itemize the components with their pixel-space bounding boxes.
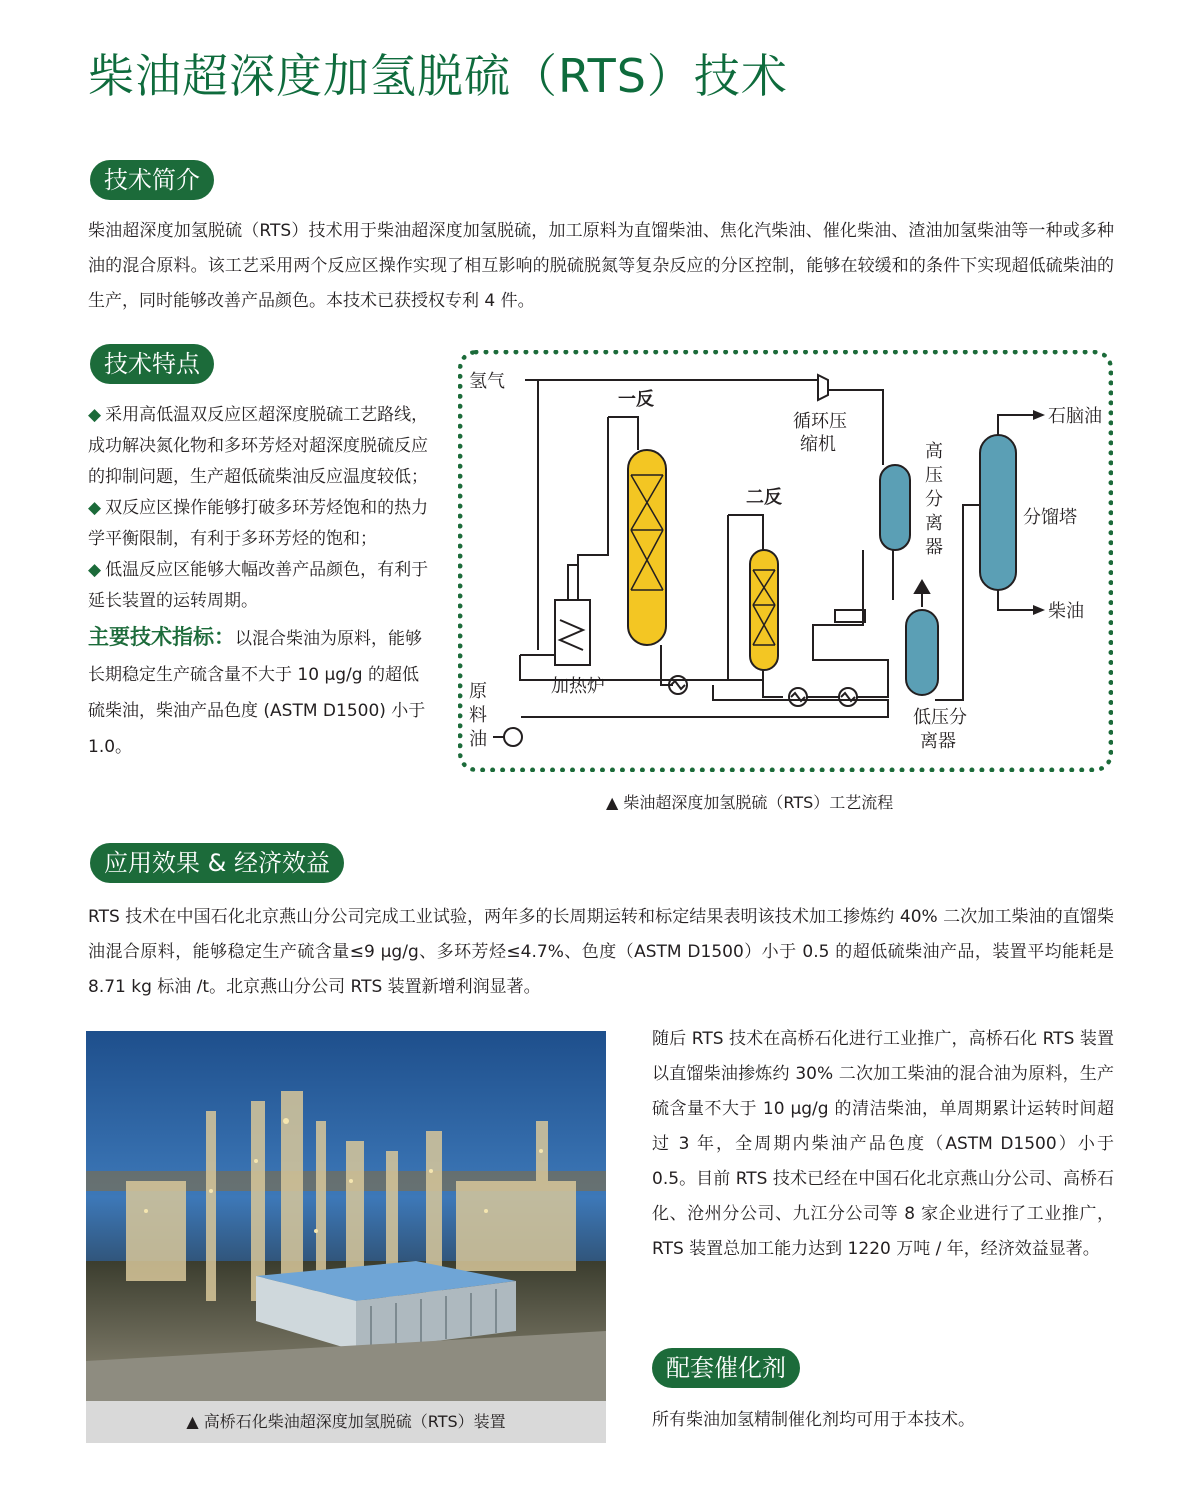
section-heading-features: 技术特点 <box>90 344 214 384</box>
application-text-2: 随后 RTS 技术在高桥石化进行工业推广，高桥石化 RTS 装置以直馏柴油掺炼约 30% 二次加工柴油的混合油为原料，生产硫含量不大于 10 μg/g 的清洁柴油，单周期累计运转时间超过 3 年，全周期内柴油产品色度（ASTM D1500）小于 0.5。目前 RTS 技术已经在中国石化北京燕山分公司、高桥石化、沧州分公司、九江分公司等 8 家企业进行了工业推广，RTS 装置总加工能力达到 1220 万吨 / 年，经济效益显著。 <box>652 1029 1114 1259</box>
air-cooler-line <box>813 550 888 697</box>
label-diesel: 柴油 <box>1048 601 1084 622</box>
lp-separator-vessel <box>906 610 938 695</box>
furnace-stack <box>568 565 578 600</box>
process-flow-svg <box>463 355 1108 767</box>
main-specs <box>88 619 433 765</box>
label-fractionator: 分馏塔 <box>1023 507 1077 528</box>
furnace-body <box>555 600 590 665</box>
label-hp-sep-2: 压 <box>925 465 943 486</box>
photo-caption: ▲ 高桥石化柴油超深度加氢脱硫（RTS）装置 <box>86 1401 606 1443</box>
feature-item: ◆ 双反应区操作能够打破多环芳烃饱和的热力学平衡限制，有利于多环芳烃的饱和； <box>88 498 429 549</box>
label-lp-sep-2: 离器 <box>920 731 956 752</box>
label-feed-3: 油 <box>469 729 487 750</box>
reactor1-top-line <box>608 417 638 450</box>
reactor2-bottom-line <box>763 670 783 697</box>
hp-separator-vessel <box>880 465 910 550</box>
label-reactor1: 一反 <box>618 389 654 410</box>
label-hp-sep-5: 器 <box>925 537 943 558</box>
section-heading-intro: 技术简介 <box>90 160 214 200</box>
label-hp-sep-3: 分 <box>925 489 943 510</box>
compressor-icon <box>818 375 828 400</box>
plant-photo-illustration <box>86 1031 606 1401</box>
section-heading-catalyst: 配套催化剂 <box>652 1348 800 1388</box>
label-furnace: 加热炉 <box>551 676 605 697</box>
plant-photo <box>86 1031 606 1401</box>
diamond-bullet-icon: ◆ <box>88 405 102 425</box>
section-heading-application: 应用效果 & 经济效益 <box>90 843 344 883</box>
diamond-bullet-icon: ◆ <box>88 560 102 580</box>
intro-text: 柴油超深度加氢脱硫（RTS）技术用于柴油超深度加氢脱硫，加工原料为直馏柴油、焦化汽柴油、催化柴油、渣油加氢柴油等一种或多种油的混合原料。该工艺采用两个反应区操作实现了相互影响的脱硫脱氮等复杂反应的分区控制，能够在较缓和的条件下实现超低硫柴油的生产，同时能够改善产品颜色。本技术已获授权专利 4 件。 <box>88 221 1114 311</box>
fractionator-vessel <box>980 435 1016 590</box>
label-lp-sep-1: 低压分 <box>913 707 967 728</box>
features-list <box>88 400 433 765</box>
air-cooler <box>835 610 865 622</box>
diesel-arrow-icon <box>1033 605 1045 615</box>
catalyst-text: 所有柴油加氢精制催化剂均可用于本技术。 <box>652 1410 975 1430</box>
label-hp-sep-4: 离 <box>925 513 943 534</box>
label-naphtha: 石脑油 <box>1048 406 1102 427</box>
main-specs-heading: 主要技术指标： <box>88 625 235 649</box>
label-compressor-2: 缩机 <box>800 434 836 455</box>
feature-item: ◆ 低温反应区能够大幅改善产品颜色，有利于延长装置的运转周期。 <box>88 560 429 611</box>
naphtha-arrow-icon <box>1033 410 1045 420</box>
label-feed-1: 原 <box>469 681 487 702</box>
process-flow-diagram <box>458 350 1113 772</box>
label-reactor2: 二反 <box>746 487 782 508</box>
label-hp-sep-1: 高 <box>925 441 943 462</box>
diagram-caption: ▲ 柴油超深度加氢脱硫（RTS）工艺流程 <box>606 793 894 812</box>
label-feed-2: 料 <box>469 705 487 726</box>
reactor1-inlet-line <box>578 417 608 600</box>
label-hydrogen: 氢气 <box>469 371 505 392</box>
heat-exchanger-1-inner <box>671 681 685 689</box>
page-title: 柴油超深度加氢脱硫（RTS）技术 <box>88 49 788 103</box>
feature-item: ◆ 采用高低温双反应区超深度脱硫工艺路线，成功解决氮化物和多环芳烃对超深度脱硫反应的抑制问题，生产超低硫柴油反应温度较低； <box>88 405 429 487</box>
diamond-bullet-icon: ◆ <box>88 498 102 518</box>
lp-sep-arrow-icon <box>915 581 929 607</box>
reactor2-top-line <box>728 515 763 550</box>
label-compressor-1: 循环压 <box>793 411 847 432</box>
reactor1-vessel <box>628 450 666 645</box>
application-text: RTS 技术在中国石化北京燕山分公司完成工业试验，两年多的长周期运转和标定结果表明该技术加工掺炼约 40% 二次加工柴油的直馏柴油混合原料，能够稳定生产硫含量≤9 μg/g、多环芳烃≤4.7%、色度（ASTM D1500）小于 0.5 的超低硫柴油产品，装置平均能耗是 8.71 kg 标油 /t。北京燕山分公司 RTS 装置新增利润显著。 <box>88 907 1114 997</box>
lp-sep-to-frac-line <box>935 505 983 700</box>
furnace-coil <box>560 620 583 650</box>
feed-pump <box>504 728 522 746</box>
main-specs-text: 以混合柴油为原料，能够长期稳定生产硫含量不大于 10 μg/g 的超低硫柴油，柴油产品色度 (ASTM D1500) 小于 1.0。 <box>88 629 426 757</box>
reactor2-vessel <box>750 550 778 670</box>
